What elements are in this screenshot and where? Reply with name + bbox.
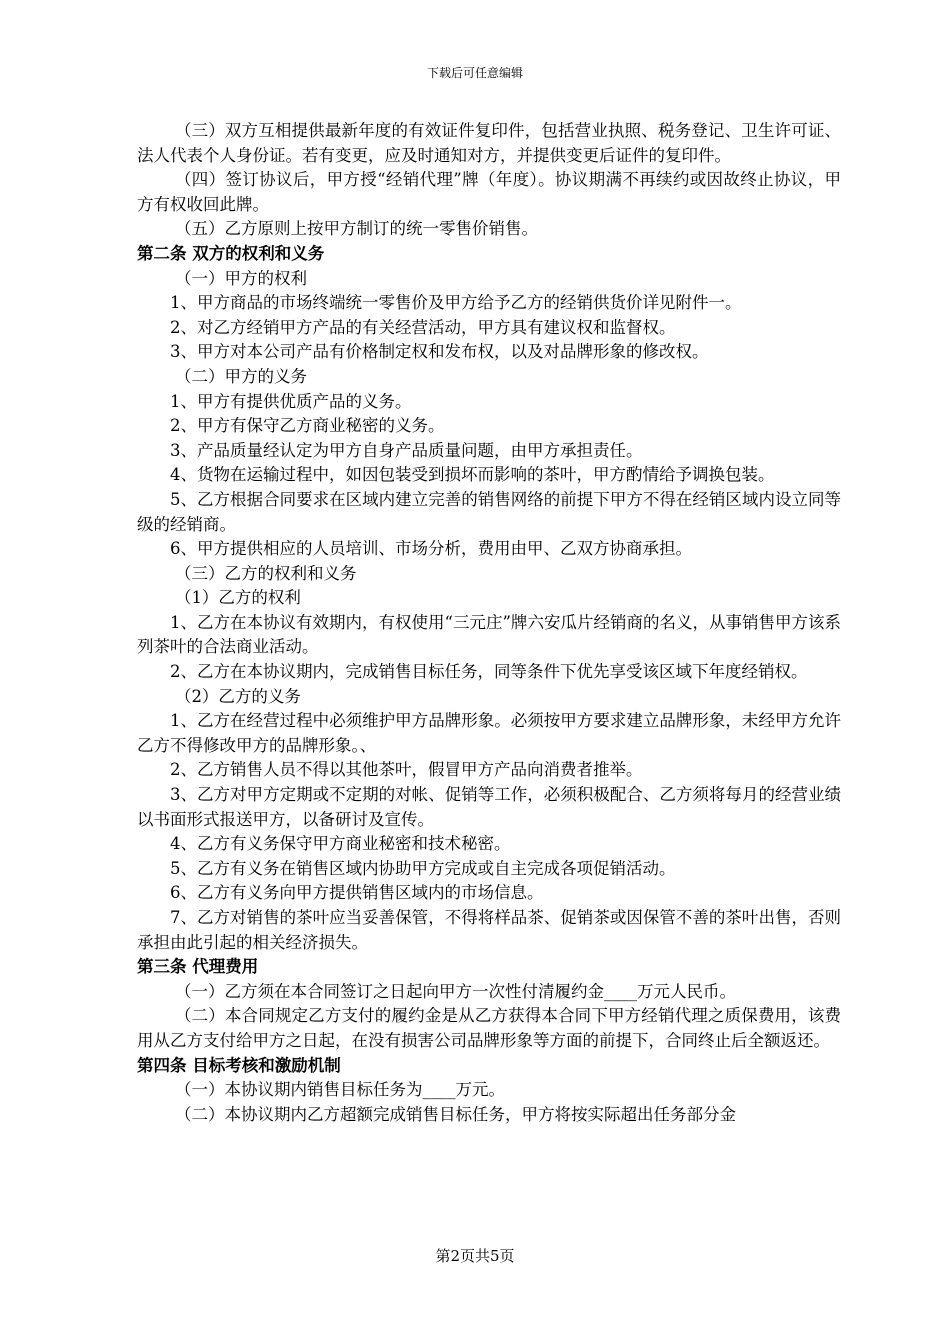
paragraph: 5、乙方根据合同要求在区域内建立完善的销售网络的前提下甲方不得在经销区域内设立同等级的经销商。 bbox=[137, 489, 841, 534]
paragraph: （二）本协议期内乙方超额完成销售目标任务，甲方将按实际超出任务部分金 bbox=[174, 1104, 736, 1124]
paragraph: 5、乙方有义务在销售区域内协助甲方完成或自主完成各项促销活动。 bbox=[170, 858, 676, 878]
paragraph: 4、乙方有义务保守甲方商业秘密和技术秘密。 bbox=[170, 834, 511, 854]
paragraph: 1、甲方商品的市场终端统一零售价及甲方给予乙方的经销供货价详见附件一。 bbox=[170, 293, 742, 313]
paragraph: 3、乙方对甲方定期或不定期的对帐、促销等工作，必须积极配合、乙方须将每月的经营业绩以书面形式报送甲方，以备研讨及宣传。 bbox=[137, 785, 841, 829]
paragraph: （三）乙方的权利和义务 bbox=[174, 563, 357, 583]
paragraph: （三）双方互相提供最新年度的有效证件复印件，包括营业执照、税务登记、卫生许可证、法人代表个人身份证。若有变更，应及时通知对方，并提供变更后证件的复印件。 bbox=[137, 121, 841, 165]
paragraph: （一）乙方须在本合同签订之日起向甲方一次性付清履约金____万元人民币。 bbox=[174, 981, 736, 1001]
paragraph: 4、货物在运输过程中，如因包装受到损坏而影响的茶叶，甲方酌情给予调换包装。 bbox=[170, 465, 775, 485]
paragraph: （二）本合同规定乙方支付的履约金是从乙方获得本合同下甲方经销代理之质保费用，该费用从乙方支付给甲方之日起，在没有损害公司品牌形象等方面的前提下，合同终止后全额返还。 bbox=[137, 1006, 841, 1050]
paragraph: 6、甲方提供相应的人员培训、市场分析，费用由甲、乙双方协商承担。 bbox=[170, 539, 692, 559]
paragraph: （五）乙方原则上按甲方制订的统一零售价销售。 bbox=[174, 219, 538, 239]
paragraph: 3、产品质量经认定为甲方自身产品质量问题，由甲方承担责任。 bbox=[170, 440, 643, 460]
paragraph: （一）本协议期内销售目标任务为____万元。 bbox=[174, 1080, 505, 1100]
paragraph: 7、乙方对销售的茶叶应当妥善保管，不得将样品茶、促销茶或因保管不善的茶叶出售，否则承担由此引起的相关经济损失。 bbox=[137, 908, 841, 952]
paragraph: 1、乙方在本协议有效期内，有权使用“三元庄”牌六安瓜片经销商的名义，从事销售甲方该系列茶叶的合法商业活动。 bbox=[137, 612, 841, 657]
paragraph: （二）甲方的义务 bbox=[174, 366, 307, 386]
page-footer: 第2页共5页 bbox=[435, 1247, 515, 1265]
paragraph: （1）乙方的权利 bbox=[174, 588, 301, 608]
paragraph: 2、乙方在本协议期内，完成销售目标任务，同等条件下优先享受该区域下年度经销权。 bbox=[170, 662, 808, 682]
paragraph: 1、甲方有提供优质产品的义务。 bbox=[170, 391, 412, 411]
paragraph: 2、甲方有保守乙方商业秘密的义务。 bbox=[170, 416, 445, 436]
paragraph: 2、对乙方经销甲方产品的有关经营活动，甲方具有建议权和监督权。 bbox=[170, 317, 676, 337]
document-body bbox=[137, 119, 841, 1127]
paragraph: （2）乙方的义务 bbox=[174, 686, 301, 706]
paragraph: 3、甲方对本公司产品有价格制定权和发布权，以及对品牌形象的修改权。 bbox=[170, 342, 709, 362]
page-header: 下载后可任意编辑 bbox=[426, 66, 523, 80]
paragraph: （一）甲方的权利 bbox=[174, 268, 307, 288]
paragraph: 2、乙方销售人员不得以其他茶叶，假冒甲方产品向消费者推举。 bbox=[170, 760, 643, 780]
section-heading: 第二条 双方的权利和义务 bbox=[137, 243, 325, 263]
paragraph: 1、乙方在经营过程中必须维护甲方品牌形象。必须按甲方要求建立品牌形象，未经甲方允许乙方不得修改甲方的品牌形象。、 bbox=[137, 711, 841, 755]
section-heading: 第四条 目标考核和激励机制 bbox=[137, 1055, 341, 1075]
section-heading: 第三条 代理费用 bbox=[137, 957, 259, 977]
paragraph: 6、乙方有义务向甲方提供销售区域内的市场信息。 bbox=[170, 883, 544, 903]
paragraph: （四）签订协议后，甲方授“经销代理”牌（年度）。协议期满不再续约或因故终止协议，甲方有权收回此牌。 bbox=[137, 170, 841, 214]
